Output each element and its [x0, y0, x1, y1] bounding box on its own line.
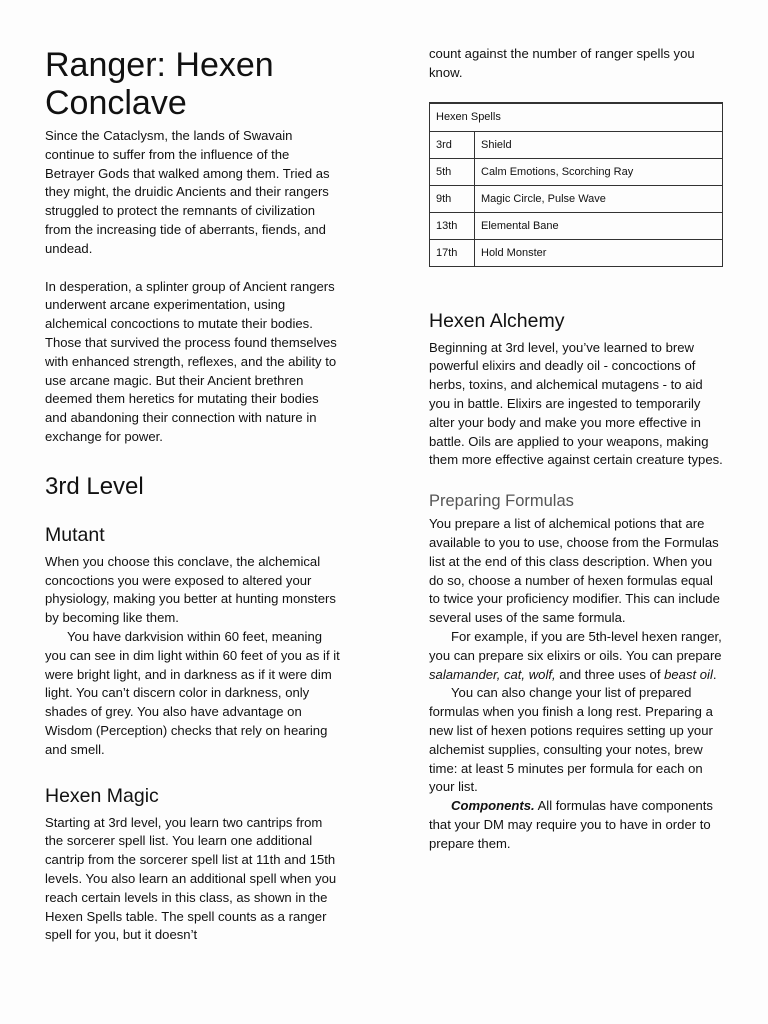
page-title: Ranger: Hexen Conclave: [45, 46, 274, 122]
formulas-paragraph-2: [429, 628, 725, 684]
spell-level-cell: 9th: [430, 185, 475, 212]
preparing-formulas-heading: Preparing Formulas: [429, 492, 574, 511]
table-header-row: [430, 103, 723, 132]
spell-level-cell: 5th: [430, 158, 475, 185]
intro-paragraph-2: In desperation, a splinter group of Ancient rangers underwent arcane experimentation, using alchemical concoctions to mutate their bodies. Those that survived the process found themselves with enhanced strength, reflexes, and the ability to use arcane magic. But their Ancient brethren deemed them heretics for mutating their bodies and abandoning their connection with nature in exchange for power.: [45, 278, 337, 444]
components-label: Components.: [451, 798, 535, 814]
period: .: [712, 666, 717, 682]
formulas-paragraph-3: You can also change your list of prepared formulas when you finish a long rest. Preparing a new list of hexen potions requires setting up your alchemist supplies, consulting your notes, brew time: at least 5 minutes per formula for each on your list.: [429, 685, 713, 795]
table-title: Hexen Spells: [430, 103, 723, 132]
mutant-paragraph-1: When you choose this conclave, the alchemical concoctions you were exposed to altered your physiology, making you better at hunting monsters by becoming like them.: [45, 553, 336, 626]
hexen-magic-paragraph: Starting at 3rd level, you learn two cantrips from the sorcerer spell list. You learn one additional cantrip from the sorcerer spell list at 11th and 15th levels. You also learn an additional spell when you reach certain levels in this class, as shown in the Hexen Spells table. The spell counts as a ranger spell for you, but it doesn’t: [45, 814, 337, 943]
mutant-paragraph-2: You have darkvision within 60 feet, meaning you can see in dim light within 60 feet of you as if it were bright light, and in darkness as if it were dim light. You can’t discern color in darkness, only shades of grey. You also have advantage on Wisdom (Perception) checks that rely on hearing and smell.: [45, 628, 340, 757]
spell-list-cell: Shield: [475, 131, 723, 158]
continued-paragraph: count against the number of ranger spells you know.: [429, 46, 695, 80]
table-row: [430, 185, 723, 212]
hexen-spells-table: [429, 102, 723, 267]
example-text-cont: and three uses of: [555, 666, 665, 682]
example-text: For example, if you are 5th-level hexen ranger, you can prepare six elixirs or oils. You can prepare: [429, 628, 722, 663]
table-row: [430, 239, 723, 266]
section-heading-3rd-level: 3rd Level: [45, 472, 144, 500]
hexen-magic-heading: Hexen Magic: [45, 784, 159, 807]
components-paragraph: [429, 797, 725, 853]
spell-list-cell: Hold Monster: [475, 239, 723, 266]
spell-level-cell: 3rd: [430, 131, 475, 158]
beast-oil-name: beast oil: [664, 666, 713, 682]
intro-paragraph-1: Since the Cataclysm, the lands of Swavain continue to suffer from the influence of the Betrayer Gods that walked among them. Tried as they might, the druidic Ancients and their rangers struggled to protect the remnants of civilization from the increasing tide of aberrants, fiends, and undead.: [45, 128, 330, 256]
formula-names: salamander, cat, wolf,: [429, 666, 556, 682]
spell-list-cell: Magic Circle, Pulse Wave: [475, 185, 723, 212]
hexen-alchemy-paragraph: Beginning at 3rd level, you’ve learned to brew powerful elixirs and deadly oil - concoctions of herbs, toxins, and alchemical mutagens - to aid you in battle. Elixirs are ingested to temporarily alter your body and make you more effective in battle. Oils are applied to your weapons, making them more effective against certain creature types.: [429, 339, 723, 468]
left-column: [45, 0, 341, 945]
spell-list-cell: Calm Emotions, Scorching Ray: [475, 158, 723, 185]
table-row: [430, 212, 723, 239]
hexen-alchemy-heading: Hexen Alchemy: [429, 309, 565, 332]
spell-list-cell: Elemental Bane: [475, 212, 723, 239]
mutant-heading: Mutant: [45, 523, 105, 546]
right-column: [429, 0, 725, 854]
table-row: [430, 131, 723, 158]
components-text: All formulas have components that your DM may require you to have in order to prepare them.: [429, 798, 713, 851]
table-row: [430, 158, 723, 185]
spell-level-cell: 17th: [430, 239, 475, 266]
spell-level-cell: 13th: [430, 212, 475, 239]
formulas-paragraph-1: You prepare a list of alchemical potions that are available to you to use, choose from the Formulas list at the end of this class description. When you do so, choose a number of hexen formulas equal to twice your proficiency modifier. This can include several uses of the same formula.: [429, 516, 720, 626]
